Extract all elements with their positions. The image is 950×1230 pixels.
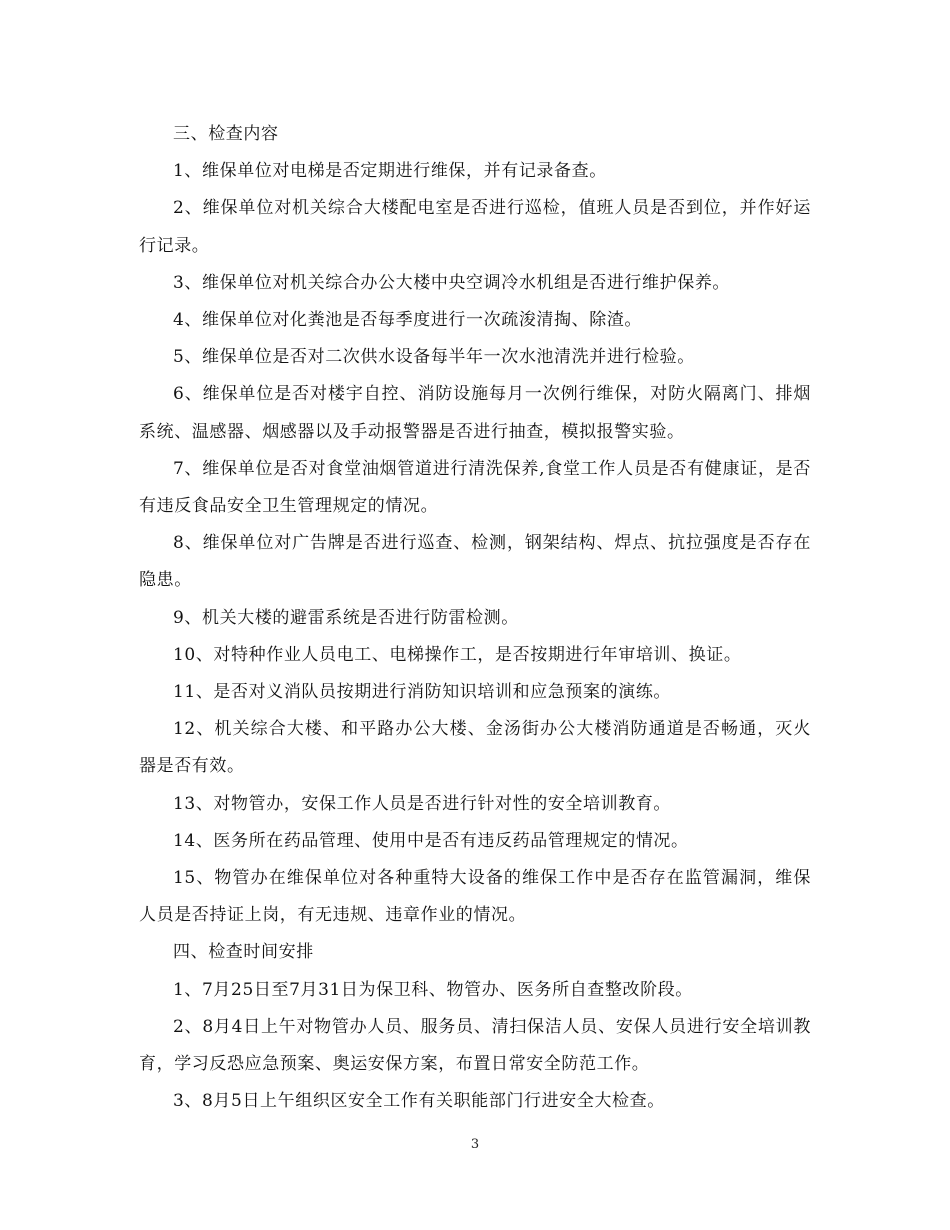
paragraph-item-9: 9、机关大楼的避雷系统是否进行防雷检测。 xyxy=(173,607,519,628)
paragraph-item-7: 7、维保单位是否对食堂油烟管道进行清洗保养,食堂工作人员是否有健康证，是否有违反食品安全卫生管理规定的情况。 xyxy=(139,458,811,517)
paragraph-item-3: 3、维保单位对机关综合办公大楼中央空调冷水机组是否进行维护保养。 xyxy=(173,272,731,293)
paragraph-item-6: 6、维保单位是否对楼宇自控、消防设施每月一次例行维保，对防火隔离门、排烟系统、温感器、烟感器以及手动报警器是否进行抽查，模拟报警实验。 xyxy=(139,384,811,442)
section-heading-inspection-schedule: 四、检查时间安排 xyxy=(173,942,314,963)
paragraph-item-15: 15、物管办在维保单位对各种重特大设备的维保工作中是否存在监管漏洞，维保人员是否持证上岗，有无违规、违章作业的情况。 xyxy=(139,868,811,926)
schedule-item-3: 3、8月5日上午组织区安全工作有关职能部门行进安全大检查。 xyxy=(173,1091,665,1112)
paragraph-item-10: 10、对特种作业人员电工、电梯操作工，是否按期进行年审培训、换证。 xyxy=(173,644,742,665)
schedule-item-2: 2、8月4日上午对物管办人员、服务员、清扫保洁人员、安保人员进行安全培训教育，学习反恐应急预案、奥运安保方案，布置日常安全防范工作。 xyxy=(139,1016,811,1075)
schedule-item-1: 1、7月25日至7月31日为保卫科、物管办、医务所自查整改阶段。 xyxy=(173,979,693,1000)
paragraph-item-5: 5、维保单位是否对二次供水设备每半年一次水池清洗并进行检验。 xyxy=(173,347,695,368)
paragraph-item-12: 12、机关综合大楼、和平路办公大楼、金汤街办公大楼消防通道是否畅通，灭火器是否有效。 xyxy=(139,719,811,777)
paragraph-item-4: 4、维保单位对化粪池是否每季度进行一次疏浚清掏、除渣。 xyxy=(173,310,643,331)
paragraph-item-13: 13、对物管办，安保工作人员是否进行针对性的安全培训教育。 xyxy=(173,793,672,814)
paragraph-item-2: 2、维保单位对机关综合大楼配电室是否进行巡检，值班人员是否到位，并作好运行记录。 xyxy=(139,198,811,256)
section-heading-inspection-content: 三、检查内容 xyxy=(173,124,279,144)
document-body xyxy=(139,116,811,1120)
paragraph-item-14: 14、医务所在药品管理、使用中是否有违反药品管理规定的情况。 xyxy=(173,830,689,851)
page-number: 3 xyxy=(470,1137,480,1152)
paragraph-item-8: 8、维保单位对广告牌是否进行巡查、检测，钢架结构、焊点、抗拉强度是否存在隐患。 xyxy=(139,533,811,591)
paragraph-item-11: 11、是否对义消队员按期进行消防知识培训和应急预案的演练。 xyxy=(173,682,672,703)
paragraph-item-1: 1、维保单位对电梯是否定期进行维保，并有记录备查。 xyxy=(173,161,607,182)
